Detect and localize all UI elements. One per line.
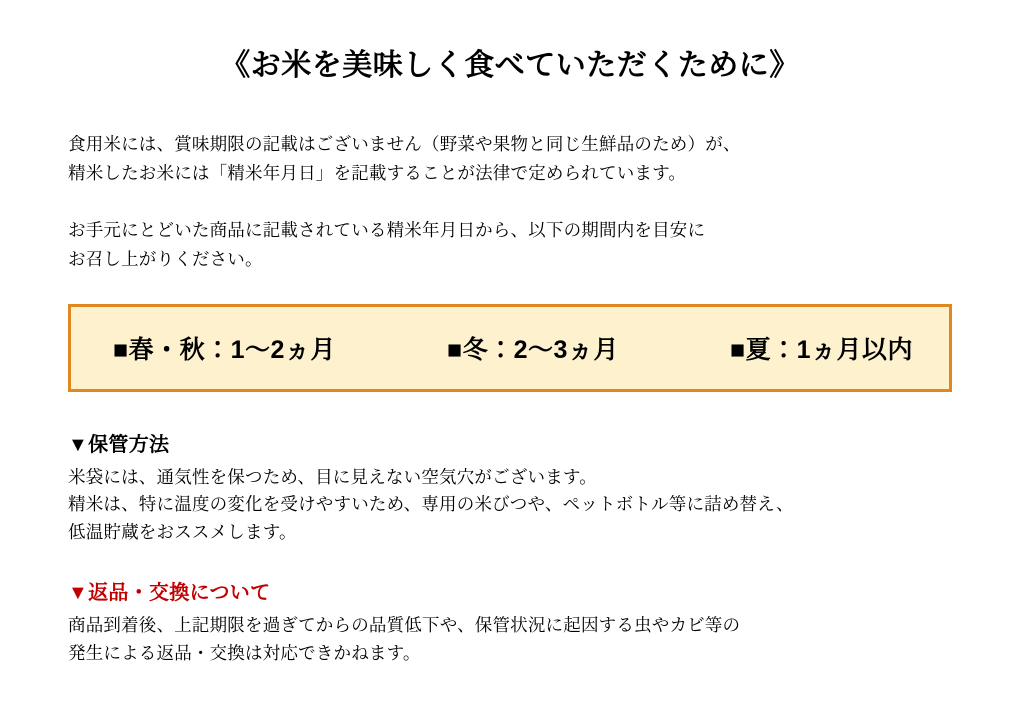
returns-exchange-heading: ▼返品・交換について — [68, 582, 271, 605]
storage-method-line-3: 低温貯蔵をおススメします。 — [68, 521, 297, 542]
document-page — [0, 46, 1020, 726]
storage-period-callout-box — [68, 304, 952, 392]
storage-method-heading: ▼保管方法 — [68, 433, 170, 456]
page-title: 《お米を美味しく食べていただくために》 — [220, 49, 800, 82]
intro-paragraph-2-line-2: お召し上がりください。 — [68, 248, 263, 269]
returns-exchange-line-1: 商品到着後、上記期限を過ぎてからの品質低下や、保管状況に起因する虫やカビ等の — [68, 615, 741, 636]
intro-paragraph-2 — [68, 216, 960, 274]
returns-exchange-body — [68, 612, 960, 667]
returns-exchange-line-2: 発生による返品・交換は対応できかねます。 — [68, 643, 421, 664]
storage-method-line-2: 精米は、特に温度の変化を受けやすいため、専用の米びつや、ペットボトル等に詰め替え、 — [68, 494, 794, 515]
intro-section — [68, 130, 960, 274]
intro-paragraph-1 — [68, 130, 960, 188]
period-item-winter: ■冬：2〜3ヵ月 — [446, 335, 619, 364]
intro-paragraph-1-line-2: 精米したお米には「精米年月日」を記載することが法律で定められています。 — [68, 162, 687, 183]
period-item-spring-autumn: ■春・秋：1〜2ヵ月 — [113, 335, 336, 364]
storage-method-body — [68, 464, 960, 547]
storage-method-line-1: 米袋には、通気性を保つため、目に見えない空気穴がございます。 — [68, 466, 597, 487]
period-item-summer: ■夏：1ヵ月以内 — [729, 335, 913, 364]
storage-method-section — [68, 428, 960, 668]
intro-paragraph-2-line-1: お手元にとどいた商品に記載されている精米年月日から、以下の期間内を目安に — [68, 219, 706, 240]
intro-paragraph-1-line-1: 食用米には、賞味期限の記載はございません（野菜や果物と同じ生鮮品のため）が、 — [68, 134, 741, 154]
